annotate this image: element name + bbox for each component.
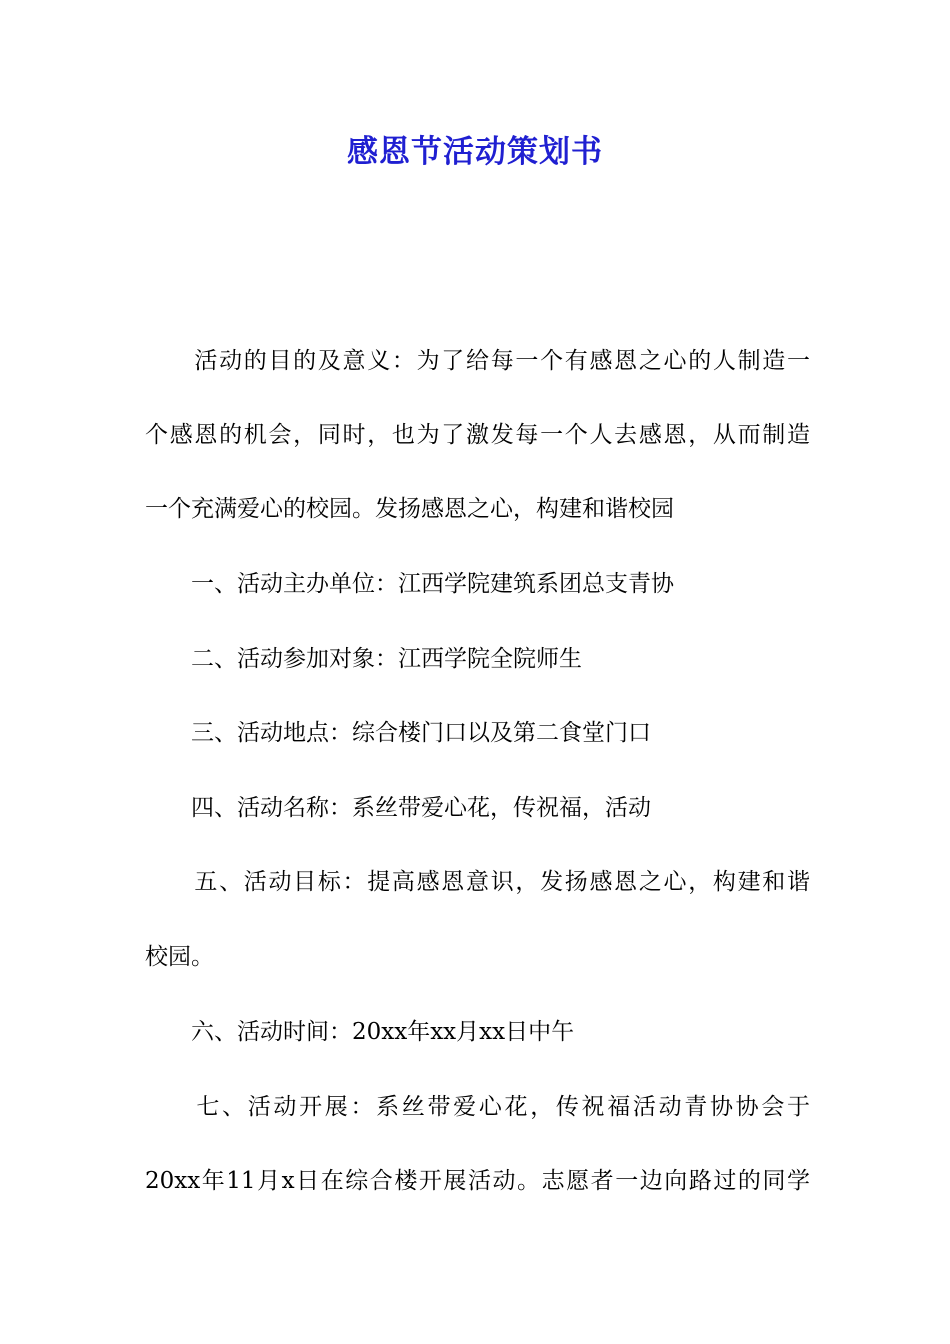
document-title: 感恩节活动策划书 <box>347 134 603 170</box>
paragraph-line: 一、活动主办单位：江西学院建筑系团总支青协 <box>145 571 674 597</box>
paragraph-line: 六、活动时间：20xx年xx月xx日中午 <box>145 1019 575 1045</box>
paragraph-line: 七、活动开展：系丝带爱心花，传祝福活动青协协会于 <box>145 1094 810 1120</box>
paragraph-line: 二、活动参加对象：江西学院全院师生 <box>145 646 582 672</box>
paragraph-line: 三、活动地点：综合楼门口以及第二食堂门口 <box>145 720 651 746</box>
paragraph-line: 活动的目的及意义：为了给每一个有感恩之心的人制造一 <box>145 348 810 374</box>
paragraph-line: 校园。 <box>145 944 214 970</box>
paragraph-line: 五、活动目标：提高感恩意识，发扬感恩之心，构建和谐 <box>145 869 810 895</box>
paragraph-line: 四、活动名称：系丝带爱心花，传祝福，活动 <box>145 795 651 821</box>
paragraph-line: 个感恩的机会，同时，也为了激发每一个人去感恩，从而制造 <box>145 422 810 448</box>
paragraph-line: 一个充满爱心的校园。发扬感恩之心，构建和谐校园 <box>145 496 674 522</box>
paragraph-line: 20xx年11月x日在综合楼开展活动。志愿者一边向路过的同学 <box>145 1168 810 1194</box>
